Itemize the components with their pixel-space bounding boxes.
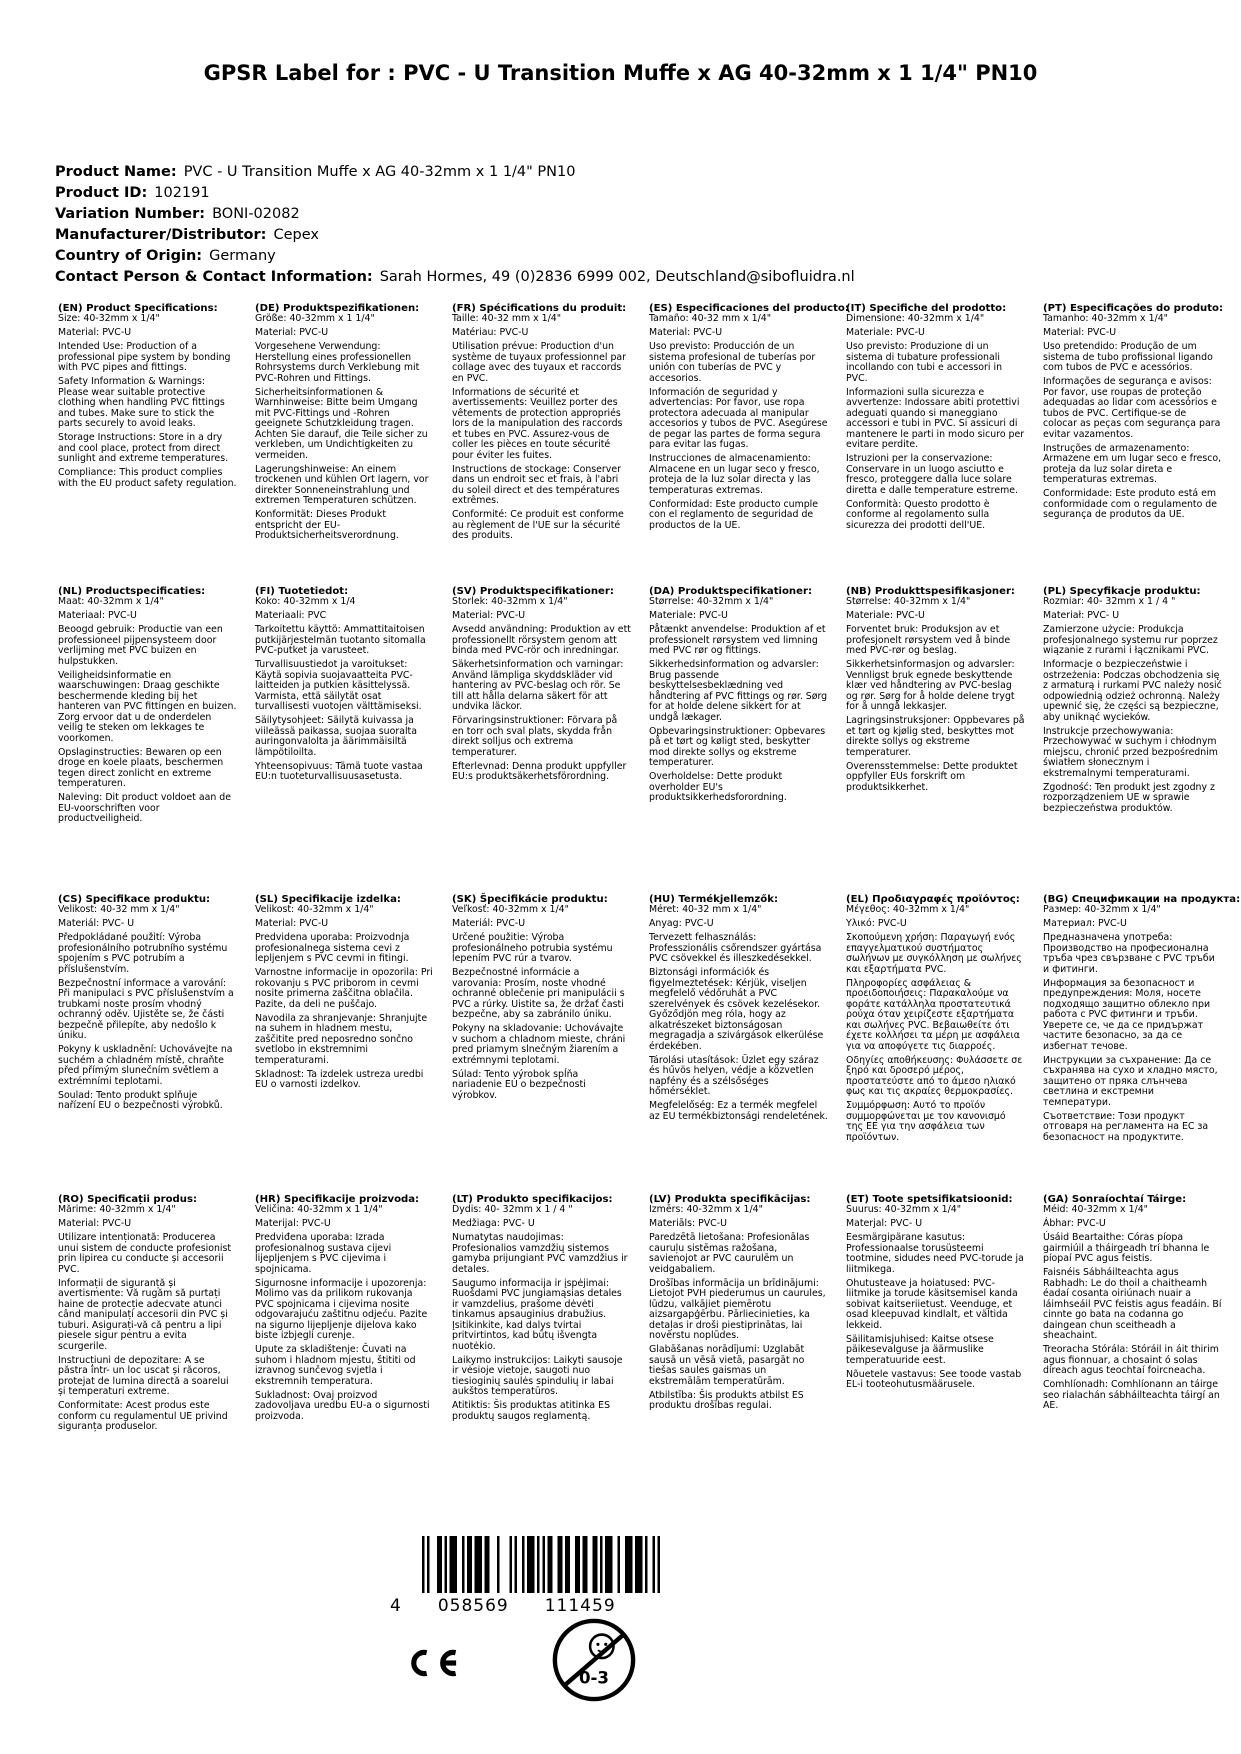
- info-label: Variation Number:: [55, 206, 206, 222]
- spec-paragraph: Предназначена употреба: Производство на професионална тръба чрез свързване с PVC тръби и фитинги.: [1043, 932, 1215, 975]
- spec-paragraph: Размер: 40-32mm x 1/4": [1043, 904, 1161, 915]
- spec-paragraph: Съответствие: Този продукт отговаря на регламента на ЕС за безопасност на продуктите.: [1043, 1110, 1209, 1143]
- lang-section-heading: (EL) Προδιαγραφές προϊόντος:: [846, 894, 1020, 905]
- barcode-digit-group: 111459: [544, 1596, 616, 1616]
- spec-paragraph: Skladnost: Ta izdelek ustreza uredbi EU o varnosti izdelkov.: [255, 1068, 424, 1091]
- lang-section-es: [649, 303, 849, 535]
- lang-section-lt: [452, 1194, 631, 1426]
- lang-section-sl: [255, 894, 434, 1095]
- spec-paragraph: Instrucțiuni de depozitare: A se păstra într- un loc uscat și răcoros, protejat de lumina directă a soarelui și temperaturi extreme.: [58, 1354, 229, 1398]
- spec-paragraph: Sikkerhetsinformasjon og advarsler: Vennligst bruk egnede beskyttende klær ved håndtering av PVC-beslag og rør. Sørg for å holde delene trygt for å unngå lekkasjer.: [846, 659, 1015, 713]
- spec-paragraph: Yhteensopivuus: Tämä tuote vastaa EU:n tuoteturvallisuusasetusta.: [255, 760, 423, 783]
- lang-section-heading: (HR) Specifikacije proizvoda:: [255, 1194, 420, 1205]
- spec-paragraph: Taille: 40-32 mm x 1/4": [452, 313, 562, 324]
- lang-section-heading: (DE) Produktspezifikationen:: [255, 303, 420, 314]
- product-info-row: [55, 162, 855, 183]
- spec-paragraph: Konformität: Dieses Produkt entspricht der EU-Produktsicherheitsverordnung.: [255, 509, 399, 542]
- spec-paragraph: Conformità: Questo prodotto è conforme al regolamento sulla sicurezza dei prodotti dell'UE.: [846, 498, 990, 531]
- spec-paragraph: Forventet bruk: Produksjon av et profesjonelt rørsystem ved å binde med PVC-rør og beslag.: [846, 624, 1011, 657]
- spec-paragraph: Størrelse: 40-32mm x 1/4": [649, 596, 774, 607]
- spec-paragraph: Velikost: 40-32 mm x 1/4": [58, 904, 180, 915]
- spec-paragraph: Laikymo instrukcijos: Laikyti sausoje ir vėsioje vietoje, saugoti nuo tiesioginių saulės spindulių ir labai aukštos temperatūros.: [452, 1354, 623, 1398]
- spec-paragraph: Material: PVC-U: [58, 327, 132, 339]
- spec-paragraph: Naleving: Dit product voldoet aan de EU-voorschriften voor productveiligheid.: [58, 792, 231, 825]
- spec-paragraph: Sigurnosne informacije i upozorenja: Molimo vas da prilikom rukovanja PVC spojnicama i cijevima nosite odgovarajuću zaštitnu odjeću. Pazite na sigurno lijepljenje dijelova kako biste izbjegli curenje.: [255, 1277, 428, 1342]
- info-value: BONI-02082: [212, 206, 300, 222]
- spec-paragraph: Tarkoitettu käyttö: Ammattitaitoisen putkijärjestelmän tuotanto sitomalla PVC-putket ja varusteet.: [255, 624, 426, 657]
- spec-paragraph: Säilytysohjeet: Säilytä kuivassa ja viileässä paikassa, suojaa suoralta auringonvalolta ja äärimmäisiltä lämpötiloilta.: [255, 715, 417, 758]
- spec-paragraph: Opbevaringsinstruktioner: Opbevares på et tørt og køligt sted, beskytter mod direkte sollys og ekstreme temperaturer.: [649, 725, 826, 769]
- age-range-label: 0-3: [578, 1668, 610, 1688]
- spec-paragraph: Předpokládané použití: Výroba profesionálního potrubního systému spojením s PVC potrubím a příslušenstvím.: [58, 932, 228, 975]
- lang-section-heading: (SL) Specifikacije izdelka:: [255, 894, 401, 905]
- lang-section-lv: [649, 1194, 828, 1416]
- lang-section-fi: [255, 586, 434, 787]
- lang-section-heading: (ET) Toote spetsifikatsioonid:: [846, 1194, 1013, 1205]
- spec-paragraph: Dydis: 40- 32mm x 1 / 4 ": [452, 1204, 573, 1215]
- spec-paragraph: Ohutusteave ja hoiatused: PVC-liitmike ja torude käsitsemisel kanda sobivat kaitseriietust. Veenduge, et osad kleepuvad kindlalt, et vältida lekkeid.: [846, 1277, 1018, 1331]
- lang-section-sk: [452, 894, 631, 1105]
- spec-paragraph: Πληροφορίες ασφάλειας & προειδοποιήσεις: Παρακαλούμε να φοράτε κατάλληλα προστατευτικά ρούχα όταν χειρίζεστε εξαρτήματα και σωλήνες PVC. Βεβαιωθείτε ότι έχετε κολλήσει τα μέρη με ασφάλεια για να αποφύγετε τις διαρροές.: [846, 977, 1020, 1052]
- lang-section-ga: [1043, 1194, 1222, 1416]
- spec-paragraph: Förvaringsinstruktioner: Förvara på en torr och sval plats, skydda från direkt solljus och extrema temperaturer.: [452, 715, 618, 758]
- spec-paragraph: Nõuetele vastavus: See toode vastab EL-i tooteohutusmäärusele.: [846, 1368, 1022, 1391]
- lang-section-it: [846, 303, 1025, 535]
- lang-section-heading: (HU) Termékjellemzők:: [649, 894, 778, 905]
- lang-section-heading: (EN) Product Specifications:: [58, 303, 218, 314]
- product-info-row: [55, 267, 855, 288]
- spec-paragraph: Utilisation prévue: Production d'un système de tuyaux professionnel par collage avec des tuyaux et raccords en PVC.: [452, 341, 627, 384]
- spec-paragraph: Intended Use: Production of a professional pipe system by bonding with PVC pipes and fittings.: [58, 341, 231, 374]
- spec-paragraph: Lagerungshinweise: An einem trockenen und kühlen Ort lagern, vor direkter Sonneneinstrahlung und extremen Temperaturen schützen.: [255, 463, 429, 507]
- spec-paragraph: Utilizare intenționată: Producerea unui sistem de conducte profesionist prin lipirea cu conducte și accesorii PVC.: [58, 1232, 232, 1275]
- spec-paragraph: Material: PVC-U: [649, 327, 723, 339]
- spec-paragraph: Compliance: This product complies with the EU product safety regulation.: [58, 467, 237, 489]
- lang-section-heading: (LV) Produkta specifikācijas:: [649, 1194, 811, 1205]
- spec-paragraph: Материал: PVC-U: [1043, 918, 1127, 930]
- spec-paragraph: Uso previsto: Produzione di un sistema di tubature professionali incollando con tubi e accessori in PVC.: [846, 341, 1003, 384]
- lang-section-heading: (CS) Specifikace produktu:: [58, 894, 211, 905]
- lang-section-heading: (RO) Specificații produs:: [58, 1194, 198, 1205]
- spec-paragraph: Atbilstība: Šis produkts atbilst ES produktu drošības regulai.: [649, 1389, 804, 1412]
- spec-paragraph: Säkerhetsinformation och varningar: Använd lämpliga skyddskläder vid hantering av PVC-beslag och rör. Se till att hålla delarna säkert för att undvika läckor.: [452, 659, 624, 713]
- lang-section-da: [649, 586, 828, 808]
- spec-paragraph: Overholdelse: Dette produkt overholder EU's produktsikkerhedsforordning.: [649, 771, 787, 804]
- spec-paragraph: Materiaal: PVC-U: [58, 610, 137, 622]
- lang-section-bg: [1043, 894, 1241, 1147]
- barcode-digit-group: 058569: [437, 1596, 509, 1616]
- lang-section-nl: [58, 586, 237, 829]
- spec-paragraph: Veličina: 40-32mm x 1 1/4": [255, 1204, 383, 1215]
- info-label: Contact Person & Contact Information:: [55, 269, 373, 285]
- spec-paragraph: Atitiktis: Šis produktas atitinka ES produktų saugos reglamentą.: [452, 1400, 611, 1422]
- spec-paragraph: Materiale: PVC-U: [846, 327, 925, 339]
- language-specs-grid: [58, 303, 1241, 1437]
- spec-paragraph: Určené použitie: Výroba profesionálneho potrubia systému lepením PVC rúr a tvarov.: [452, 932, 613, 965]
- spec-paragraph: Comhlíonadh: Comhlíonann an táirge seo rialachán sábháilteachta táirgí an AE.: [1043, 1379, 1220, 1412]
- spec-paragraph: Sikkerhedsinformation og advarsler: Brug passende beskyttelsesbeklædning ved håndtering af PVC fittings og rør. Sørg for at holde delene sikkert for at undgå lækager.: [649, 659, 828, 723]
- info-label: Product ID:: [55, 185, 148, 201]
- spec-paragraph: Material: PVC-U: [58, 1218, 132, 1230]
- spec-paragraph: Maat: 40-32mm x 1/4": [58, 596, 164, 607]
- spec-paragraph: Informacje o bezpieczeństwie i ostrzeżenia: Podczas obchodzenia się z armaturą i rurkami PVC należy nosić odpowiednią odzież ochronną. Należy upewnić się, że części są bezpieczne, aby uniknąć wycieków.: [1043, 659, 1222, 723]
- lang-section-heading: (PL) Specyfikacje produktu:: [1043, 586, 1201, 597]
- ce-mark-icon: [406, 1642, 468, 1688]
- spec-paragraph: Storlek: 40-32mm x 1/4": [452, 596, 568, 607]
- lang-section-heading: (NL) Productspecificaties:: [58, 586, 206, 597]
- barcode-digit-group: 4: [390, 1596, 402, 1616]
- spec-paragraph: Mărime: 40-32mm x 1/4": [58, 1204, 176, 1215]
- lang-section-heading: (FI) Tuotetiedot:: [255, 586, 349, 597]
- spec-paragraph: Conformidade: Este produto está em conformidade com o regulamento de segurança de produtos da UE.: [1043, 488, 1218, 521]
- lang-section-heading: (NB) Produkttspesifikasjoner:: [846, 586, 1015, 597]
- spec-paragraph: Rozmiar: 40- 32mm x 1 / 4 ": [1043, 596, 1176, 607]
- spec-paragraph: Μέγεθος: 40-32mm x 1/4": [846, 904, 970, 915]
- spec-paragraph: Varnostne informacije in opozorila: Pri rokovanju s PVC priborom in cevmi nosite primerna zaščitna oblačila. Pazite, da deli ne puščajo.: [255, 967, 433, 1010]
- spec-paragraph: Tamanho: 40-32mm x 1/4": [1043, 313, 1168, 324]
- spec-paragraph: Ábhar: PVC-U: [1043, 1218, 1106, 1230]
- lang-section-heading: (FR) Spécifications du produit:: [452, 303, 627, 314]
- spec-paragraph: Faisnéis Sábháilteachta agus Rabhadh: Le do thoil a chaitheamh éadaí cosanta oiriúnach nuair a láimhseáil PVC feistis agus feadáin. Bí cinnte go bata na codanna go daingean chun sceitheadh a sheachaint.: [1043, 1267, 1222, 1342]
- spec-paragraph: Overensstemmelse: Dette produktet oppfyller EUs forskrift om produktsikkerhet.: [846, 760, 1018, 793]
- lang-section-heading: (SK) Špecifikácie produktu:: [452, 894, 608, 905]
- spec-paragraph: Conformidad: Este producto cumple con el reglamento de seguridad de productos de la UE.: [649, 498, 819, 531]
- spec-paragraph: Σκοπούμενη χρήση: Παραγωγή ενός επαγγελματικού συστήματος σωλήνων με συγκόλληση με σωλήνες και εξαρτήματα PVC.: [846, 932, 1022, 975]
- spec-paragraph: Koko: 40-32mm x 1/4: [255, 596, 356, 607]
- spec-paragraph: Veiligheidsinformatie en waarschuwingen: Draag geschikte beschermende kleding bij het hanteren van PVC fittingen en buizen. Zorg ervoor dat u de onderdelen veilig te steken om lekkages te voorkomen.: [58, 669, 237, 744]
- spec-paragraph: Matériau: PVC-U: [452, 327, 529, 339]
- spec-paragraph: Material: PVC-U: [1043, 327, 1117, 339]
- spec-paragraph: Material: PVC-U: [255, 327, 329, 339]
- spec-paragraph: Tervezett felhasználás: Professzionális csőrendszer gyártása PVC csövekkel és illeszkedésekkel.: [649, 932, 822, 965]
- spec-paragraph: Bezpečnostné informácie a varovania: Prosím, noste vhodné ochranné oblečenie pri manipulácii s PVC a rúrky. Uistite sa, že držať časti bezpečne, aby sa zabránilo úniku.: [452, 967, 625, 1021]
- product-info-row: [55, 204, 855, 225]
- lang-section-pt: [1043, 303, 1222, 525]
- spec-paragraph: Størrelse: 40-32mm x 1/4": [846, 596, 971, 607]
- lang-section-sv: [452, 586, 631, 787]
- spec-paragraph: Uso pretendido: Produção de um sistema de tubo profissional ligando com tubos de PVC e acessórios.: [1043, 341, 1213, 374]
- product-info: [55, 162, 855, 288]
- spec-paragraph: Upute za skladištenje: Čuvati na suhom i hladnom mjestu, štititi od izravnog sunčevog svjetla i ekstremnih temperatura.: [255, 1344, 416, 1387]
- spec-paragraph: Conformité: Ce produit est conforme au règlement de l'UE sur la sécurité des produits.: [452, 509, 624, 542]
- spec-paragraph: Υλικό: PVC-U: [846, 918, 907, 930]
- lang-section-heading: (IT) Specifiche del prodotto:: [846, 303, 1007, 314]
- spec-paragraph: Dimensione: 40-32mm x 1/4": [846, 313, 985, 324]
- spec-paragraph: Turvallisuustiedot ja varoitukset: Käytä sopivia suojavaatteita PVC-laitteiden ja putkien käsittelyssä. Varmista, että säilytät osat turvallisesti vuotojen välttämiseksi.: [255, 659, 422, 713]
- spec-paragraph: Medžiaga: PVC- U: [452, 1218, 535, 1230]
- lang-section-nb: [846, 586, 1025, 797]
- lang-section-heading: (SV) Produktspecifikationer:: [452, 586, 614, 597]
- lang-section-fr: [452, 303, 631, 546]
- spec-paragraph: Materiál: PVC-U: [452, 918, 526, 930]
- spec-paragraph: Velikost: 40-32mm x 1/4": [255, 904, 374, 915]
- spec-paragraph: Avsedd användning: Produktion av ett professionellt rörsystem genom att binda med PVC-rör och inredningar.: [452, 624, 631, 657]
- lang-section-de: [255, 303, 434, 546]
- lang-section-heading: (PT) Especificações do produto:: [1043, 303, 1224, 314]
- barcode: [388, 1536, 688, 1616]
- spec-paragraph: Safety Information & Warnings: Please wear suitable protective clothing when handling PVC fittings and tubes. Make sure to stick the parts securely to avoid leaks.: [58, 376, 225, 430]
- spec-paragraph: Materiale: PVC-U: [649, 610, 728, 622]
- spec-paragraph: Materiál: PVC- U: [58, 918, 135, 930]
- spec-paragraph: Pokyny na skladovanie: Uchovávajte v suchom a chladnom mieste, chráni pred priamym slnečným žiarením a extrémnymi teplotami.: [452, 1023, 626, 1066]
- spec-paragraph: Paredzētā lietošana: Profesionālas cauruļu sistēmas ražošana, savienojot ar PVC caurulēm un veidgabaliem.: [649, 1232, 810, 1275]
- lang-section-heading: (LT) Produkto specifikacijos:: [452, 1194, 613, 1205]
- spec-paragraph: Tárolási utasítások: Üzlet egy száraz és hűvös helyen, védje a közvetlen napfény és a szélsőséges hőmérséklet.: [649, 1054, 819, 1098]
- spec-paragraph: Sicherheitsinformationen & Warnhinweise: Bitte beim Umgang mit PVC-Fittings und -Rohren geeignete Schutzkleidung tragen. Achten Sie darauf, die Teile sicher zu verkleben, um Undichtigkeiten zu vermeiden.: [255, 386, 428, 461]
- barcode-digits: [390, 1596, 688, 1616]
- lang-section-et: [846, 1194, 1025, 1395]
- spec-paragraph: Påtænkt anvendelse: Produktion af et professionelt rørsystem ved limning med PVC rør og fittings.: [649, 624, 826, 657]
- spec-paragraph: Informații de siguranță și avertismente: Vă rugăm să purtați haine de protecție adecvate atunci când manipulați accesorii din PVC și tuburi. Asigurați-vă că pentru a lipi piesele sigur pentru a evita scurgerile.: [58, 1277, 228, 1352]
- spec-paragraph: Größe: 40-32mm x 1 1/4": [255, 313, 375, 324]
- spec-paragraph: Materiale: PVC-U: [846, 610, 925, 622]
- info-value: 102191: [154, 185, 210, 201]
- spec-paragraph: Informations de sécurité et avertissements: Veuillez porter des vêtements de protection appropriés lors de la manipulation des raccords et tubes en PVC. Assurez-vous de coller les pièces en toute sécurité pour éviter les fuites.: [452, 386, 623, 461]
- spec-paragraph: Информация за безопасност и предупреждения: Моля, носете подходящо защитно облекло при работа с PVC фитинги и тръби. Уверете се, че да се придържат частите безопасно, за да се избегнат течове.: [1043, 977, 1211, 1052]
- info-value: Germany: [209, 248, 276, 264]
- spec-paragraph: Megfelelőség: Ez a termék megfelel az EU termékbiztonsági rendeletének.: [649, 1100, 828, 1122]
- spec-paragraph: Eesmärgipärane kasutus: Professionaalse torusüsteemi tootmine, sidudes need PVC-torude ja liitmikega.: [846, 1232, 1024, 1275]
- lang-section-heading: (DA) Produktspecifikationer:: [649, 586, 812, 597]
- spec-paragraph: Pokyny k uskladnění: Uchovávejte na suchém a chladném místě, chraňte před přímým slunečním světlem a extrémními teplotami.: [58, 1044, 233, 1087]
- spec-paragraph: Materiāls: PVC-U: [649, 1218, 727, 1230]
- spec-paragraph: Informazioni sulla sicurezza e avvertenze: Indossare abiti protettivi adeguati quando si maneggiano accessori e tubi in PVC. Si assicuri di mantenere le parti in modo sicuro per evitare perdite.: [846, 386, 1025, 451]
- page-title: GPSR Label for : PVC - U Transition Muffe x AG 40-32mm x 1 1/4" PN10: [203, 61, 1038, 85]
- lang-section-heading: (ES) Especificaciones del producto:: [649, 303, 849, 314]
- spec-paragraph: Biztonsági információk és figyelmeztetések: Kérjük, viseljen megfelelő védőruhát a PVC szerelvények és csövek kezelésekor. Győződjön meg róla, hogy az alkatrészeket biztonságosan megragadja a szivárgások elkerülése érdekében.: [649, 967, 824, 1052]
- spec-paragraph: Bezpečnostní informace a varování: Při manipulaci s PVC příslušenstvím a trubkami noste prosím vhodný ochranný oděv. Ujistěte se, že části bezpečně přilepíte, aby nedošlo k úniku.: [58, 977, 234, 1042]
- lang-section-hr: [255, 1194, 434, 1426]
- lang-section-hu: [649, 894, 828, 1126]
- spec-paragraph: Istruzioni per la conservazione: Conservare in un luogo asciutto e fresco, proteggere dalla luce solare diretta e dalle temperature estreme.: [846, 453, 1018, 496]
- ean13-barcode-icon: [422, 1536, 660, 1593]
- spec-paragraph: Predviđena uporaba: Izrada profesionalnog sustava cijevi lijepljenjem s PVC cijevima i spojnicama.: [255, 1232, 392, 1275]
- spec-paragraph: Opslaginstructies: Bewaren op een droge en koele plaats, beschermen tegen direct zonlicht en extreme temperaturen.: [58, 746, 224, 790]
- spec-paragraph: Efterlevnad: Denna produkt uppfyller EU:s produktsäkerhetsförordning.: [452, 760, 627, 783]
- spec-paragraph: Suurus: 40-32mm x 1/4": [846, 1204, 962, 1215]
- spec-paragraph: Sukladnost: Ovaj proizvod zadovoljava uredbu EU-a o sigurnosti proizvoda.: [255, 1389, 430, 1422]
- spec-paragraph: Méret: 40-32 mm x 1/4": [649, 904, 762, 915]
- spec-paragraph: Materiaali: PVC: [255, 610, 327, 622]
- spec-paragraph: Informações de segurança e avisos: Por favor, use roupas de proteção adequadas ao lidar com acessórios e tubos de PVC. Certifique-se de colocar as peças com segurança para evitar vazamentos.: [1043, 376, 1221, 440]
- spec-paragraph: Drošības informācija un brīdinājumi: Lietojot PVH piederumus un caurules, lūdzu, valkājiet piemērotu aizsargapģērbu. Pārliecinieties, ka detaļas ir droši piestiprinātas, lai novērstu noplūdes.: [649, 1277, 826, 1342]
- spec-paragraph: Soulad: Tento produkt splňuje nařízení EU o bezpečnosti výrobků.: [58, 1089, 223, 1112]
- lang-section-ro: [58, 1194, 237, 1437]
- spec-paragraph: Úsáid Beartaithe: Córas píopa gairmiúil a tháirgeadh trí bhanna le píopaí PVC agus feistis.: [1043, 1232, 1210, 1265]
- spec-paragraph: Treoracha Stórála: Stóráil in áit thirim agus fionnuar, a chosaint ó solas díreach agus teochtaí foircneacha.: [1043, 1344, 1219, 1377]
- spec-paragraph: Materiał: PVC- U: [1043, 610, 1120, 622]
- spec-paragraph: Συμμόρφωση: Αυτό το προϊόν συμμορφώνεται με τον κανονισμό της ΕΕ για την ασφάλεια των προϊόντων.: [846, 1100, 1006, 1143]
- spec-paragraph: Navodila za shranjevanje: Shranjujte na suhem in hladnem mestu, zaščitite pred neposredno sončno svetlobo in ekstremnimi temperaturami.: [255, 1012, 428, 1066]
- product-info-row: [55, 225, 855, 246]
- spec-paragraph: Instructions de stockage: Conserver dans un endroit sec et frais, à l'abri du soleil direct et des températures extrêmes.: [452, 463, 621, 507]
- spec-paragraph: Numatytas naudojimas: Profesionalios vamzdžių sistemos gamyba prijungiant PVC vamzdžius ir detales.: [452, 1232, 628, 1275]
- info-value: Sarah Hormes, 49 (0)2836 6999 002, Deutschland@sibofluidra.nl: [379, 269, 855, 285]
- spec-paragraph: Zamierzone użycie: Produkcja profesjonalnego systemu rur poprzez wiązanie z rurami i łącznikami PVC.: [1043, 624, 1218, 657]
- info-label: Country of Origin:: [55, 248, 203, 264]
- spec-paragraph: Predvidena uporaba: Proizvodnja profesionalnega sistema cevi z lepljenjem s PVC cevmi in fitingi.: [255, 932, 410, 965]
- spec-paragraph: Storage Instructions: Store in a dry and cool place, protect from direct sunlight and extreme temperatures.: [58, 432, 229, 465]
- lang-section-cs: [58, 894, 237, 1116]
- spec-paragraph: Material: PVC-U: [255, 918, 329, 930]
- spec-paragraph: Vorgesehene Verwendung: Herstellung eines professionellen Rohrsystems durch Verklebung mit PVC-Rohren und Fittings.: [255, 341, 420, 384]
- spec-paragraph: Size: 40-32mm x 1/4": [58, 313, 160, 324]
- product-info-row: [55, 246, 855, 267]
- spec-paragraph: Materjal: PVC- U: [846, 1218, 923, 1230]
- spec-paragraph: Instrukcje przechowywania: Przechowywać w suchym i chłodnym miejscu, chronić przed bezpośrednim światłem słonecznym i ekstremalnymi temperaturami.: [1043, 725, 1218, 779]
- spec-paragraph: Instruções de armazenamento: Armazene em um lugar seco e fresco, proteja da luz solar direta e temperaturas extremas.: [1043, 442, 1222, 486]
- info-label: Product Name:: [55, 164, 177, 180]
- lang-section-pl: [1043, 586, 1222, 818]
- spec-paragraph: Οδηγίες αποθήκευσης: Φυλάσσετε σε ξηρό και δροσερό μέρος, προστατεύστε από το άμεσο ηλιακό φως και τις ακραίες θερμοκρασίες.: [846, 1054, 1023, 1098]
- lang-section-el: [846, 894, 1025, 1147]
- spec-paragraph: Säilitamisjuhised: Kaitse otsese päikesevalguse ja äärmuslike temperatuuride eest.: [846, 1333, 994, 1366]
- age-warning-0-3-icon: [550, 1616, 638, 1708]
- spec-paragraph: Instrucciones de almacenamiento: Almacene en un lugar seco y fresco, proteja de la luz solar directa y las temperaturas extremas.: [649, 453, 820, 496]
- lang-section-heading: (GA) Sonraíochtaí Táirge:: [1043, 1194, 1187, 1205]
- info-value: PVC - U Transition Muffe x AG 40-32mm x 1 1/4" PN10: [183, 164, 576, 180]
- spec-paragraph: Información de seguridad y advertencias: Por favor, use ropa protectora adecuada al manipular accesorios y tubos de PVC. Asegúrese de pegar las partes de forma segura para evitar las fugas.: [649, 386, 828, 451]
- lang-section-heading: (BG) Спецификации на продукта:: [1043, 894, 1241, 905]
- spec-paragraph: Veľkosť: 40-32mm x 1/4": [452, 904, 569, 915]
- lang-section-en: [58, 303, 237, 493]
- spec-paragraph: Conformitate: Acest produs este conform cu regulamentul UE privind siguranța produselor.: [58, 1400, 228, 1433]
- spec-paragraph: Material: PVC-U: [452, 610, 526, 622]
- info-label: Manufacturer/Distributor:: [55, 227, 267, 243]
- spec-paragraph: Zgodność: Ten produkt jest zgodny z rozporządzeniem UE w sprawie bezpieczeństwa produktów.: [1043, 781, 1215, 814]
- spec-paragraph: Tamaño: 40-32 mm x 1/4": [649, 313, 772, 324]
- spec-paragraph: Materijal: PVC-U: [255, 1218, 331, 1230]
- spec-paragraph: Инструкции за съхранение: Да се съхранява на сухо и хладно място, защитено от пряка слънчева светлина и екстремни температури.: [1043, 1054, 1218, 1108]
- product-info-row: [55, 183, 855, 204]
- spec-paragraph: Méid: 40-32mm x 1/4": [1043, 1204, 1148, 1215]
- info-value: Cepex: [273, 227, 319, 243]
- spec-paragraph: Súlad: Tento výrobok spĺňa nariadenie EÚ o bezpečnosti výrobkov.: [452, 1068, 586, 1101]
- spec-paragraph: Beoogd gebruik: Productie van een professioneel pijpensysteem door verlijming met PVC buizen en hulpstukken.: [58, 624, 223, 667]
- spec-paragraph: Uso previsto: Producción de un sistema profesional de tuberías por unión con tuberías de PVC y accesorios.: [649, 341, 816, 384]
- spec-paragraph: Glabāšanas norādījumi: Uzglabāt sausā un vēsā vietā, pasargāt no tiešas saules gaismas un ekstremālām temperatūrām.: [649, 1344, 805, 1387]
- spec-paragraph: Saugumo informacija ir įspėjimai: Ruošdami PVC jungiamąsias detales ir vamzdelius, prašome dėvėti tinkamus apsauginius drabužius. Įsitikinkite, kad dalys tvirtai pritvirtintos, kad būtų išvengta nuotėkio.: [452, 1277, 622, 1352]
- spec-paragraph: Lagringsinstruksjoner: Oppbevares på et tørt og kjølig sted, beskyttes mot direkte sollys og ekstreme temperaturer.: [846, 715, 1025, 758]
- spec-paragraph: Izmērs: 40-32mm x 1/4": [649, 1204, 763, 1215]
- spec-paragraph: Anyag: PVC-U: [649, 918, 714, 930]
